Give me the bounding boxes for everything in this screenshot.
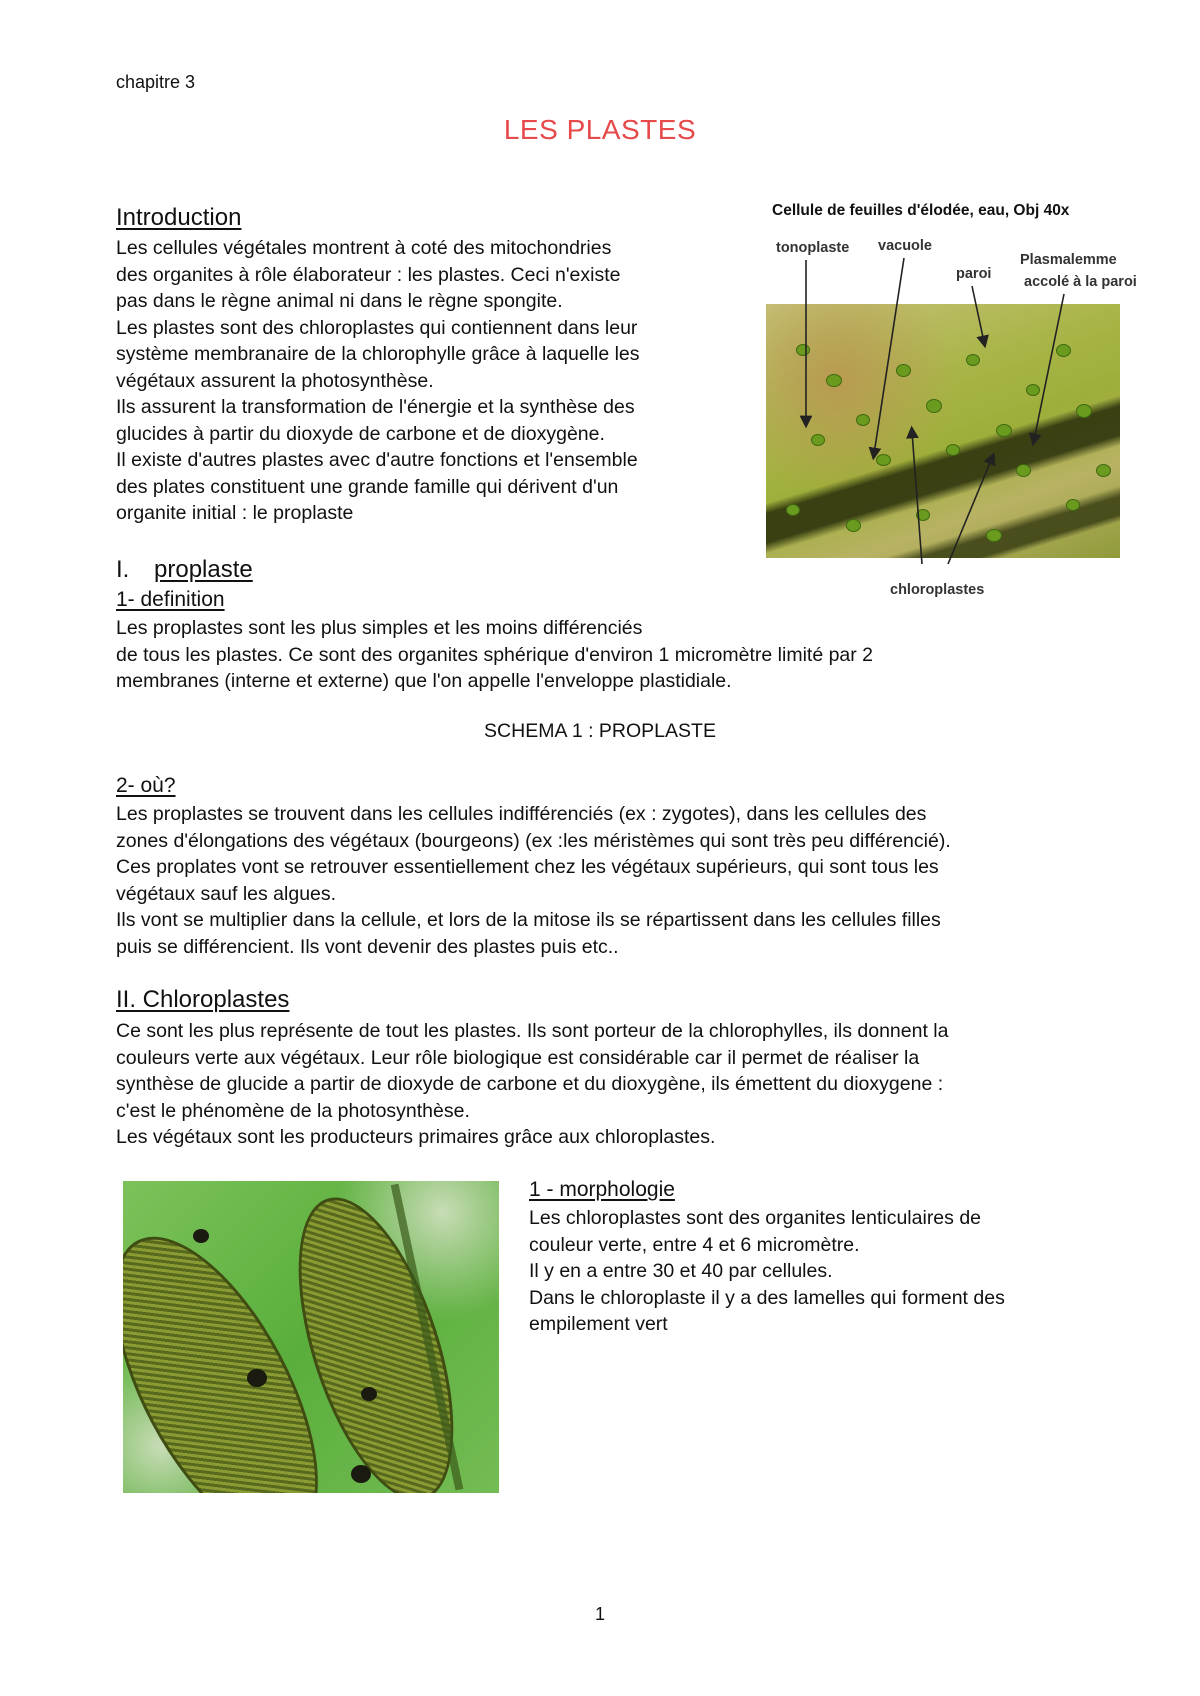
text-line: organite initial : le proplaste	[116, 502, 354, 524]
text-line: membranes (interne et externe) que l'on appelle l'enveloppe plastidiale.	[116, 670, 732, 692]
text-line: puis se différencient. Ils vont devenir des plastes puis etc..	[116, 935, 619, 958]
text-line: empilement vert	[529, 1313, 668, 1335]
label-paroi: paroi	[956, 266, 992, 282]
text-line: Ces proplates vont se retrouver essentiellement chez les végétaux supérieurs, qui sont tous les	[116, 856, 939, 878]
intro-heading: Introduction	[116, 204, 242, 231]
label-plasmalemme-sub: accolé à la paroi	[1024, 274, 1137, 290]
text-line: Il y en a entre 30 et 40 par cellules.	[529, 1260, 833, 1282]
text-line: Les cellules végétales montrent à coté des mitochondries	[116, 237, 612, 259]
text-line: Ils assurent la transformation de l'énergie et la synthèse des	[116, 396, 635, 418]
text-line: pas dans le règne animal ni dans le règne spongite.	[116, 290, 563, 312]
section1-sub1-heading: 1- definition	[116, 588, 225, 611]
text-line: végétaux assurent la photosynthèse.	[116, 369, 434, 392]
label-vacuole: vacuole	[878, 238, 932, 254]
text-line: des plates constituent une grande famille qui dérivent d'un	[116, 475, 619, 498]
text-line: Ce sont les plus représente de tout les plastes. Ils sont porteur de la chlorophylles, ils donnent la	[116, 1020, 949, 1042]
chapter-label: chapitre 3	[116, 72, 196, 92]
text-line: des organites à rôle élaborateur : les plastes. Ceci n'existe	[116, 263, 621, 286]
text-line: Les plastes sont des chloroplastes qui contiennent dans leur	[116, 316, 638, 339]
text-line: couleur verte, entre 4 et 6 micromètre.	[529, 1233, 860, 1256]
text-line: Les chloroplastes sont des organites lenticulaires de	[529, 1207, 982, 1229]
figure-caption: Cellule de feuilles d'élodée, eau, Obj 40x	[772, 202, 1070, 219]
chloroplast-micrograph	[123, 1181, 499, 1493]
section2-heading: II. Chloroplastes	[116, 986, 290, 1013]
elodea-figure	[762, 196, 1137, 606]
text-line: Les proplastes sont les plus simples et les moins différenciés	[116, 617, 643, 639]
text-line: Ils vont se multiplier dans la cellule, et lors de la mitose ils se répartissent dans les cellules filles	[116, 909, 941, 931]
page-number: 1	[594, 1604, 605, 1624]
definition-paragraph	[116, 615, 1116, 695]
text-line: Les végétaux sont les producteurs primaires grâce aux chloroplastes.	[116, 1126, 716, 1148]
section1-title: proplaste	[154, 556, 253, 583]
text-line: de tous les plastes. Ce sont des organites sphérique d'environ 1 micromètre limité par 2	[116, 643, 874, 666]
morphology-paragraph	[529, 1205, 1089, 1338]
label-tonoplaste: tonoplaste	[776, 240, 850, 256]
text-line: Il existe d'autres plastes avec d'autre fonctions et l'ensemble	[116, 449, 638, 471]
chloroplast-paragraph	[116, 1018, 1116, 1151]
text-line: végétaux sauf les algues.	[116, 882, 337, 905]
intro-paragraph	[116, 235, 756, 527]
text-line: zones d'élongations des végétaux (bourgeons) (ex :les méristèmes qui sont très peu différencié).	[116, 829, 951, 852]
schema-label: SCHEMA 1 : PROPLASTE	[484, 720, 716, 742]
location-paragraph	[116, 801, 1116, 960]
page-title: LES PLASTES	[503, 114, 697, 145]
section1-number: I.	[116, 556, 130, 583]
text-line: glucides à partir du dioxyde de carbone et de dioxygène.	[116, 422, 605, 445]
text-line: c'est le phénomène de la photosynthèse.	[116, 1099, 470, 1122]
text-line: Les proplastes se trouvent dans les cellules indifférenciés (ex : zygotes), dans les cellules des	[116, 803, 927, 825]
label-plasmalemme: Plasmalemme	[1020, 252, 1117, 268]
morphology-heading: 1 - morphologie	[529, 1178, 675, 1201]
section1-heading	[116, 556, 253, 584]
section1-sub2-heading: 2- où?	[116, 774, 176, 797]
text-line: couleurs verte aux végétaux. Leur rôle biologique est considérable car il permet de réaliser la	[116, 1046, 920, 1069]
text-line: système membranaire de la chlorophylle grâce à laquelle les	[116, 343, 640, 365]
figure-arrows	[762, 196, 1128, 606]
text-line: Dans le chloroplaste il y a des lamelles qui forment des	[529, 1286, 1005, 1309]
label-chloroplastes: chloroplastes	[890, 582, 985, 598]
text-line: synthèse de glucide a partir de dioxyde de carbone et du dioxygène, ils émettent du dioxygene :	[116, 1073, 944, 1095]
